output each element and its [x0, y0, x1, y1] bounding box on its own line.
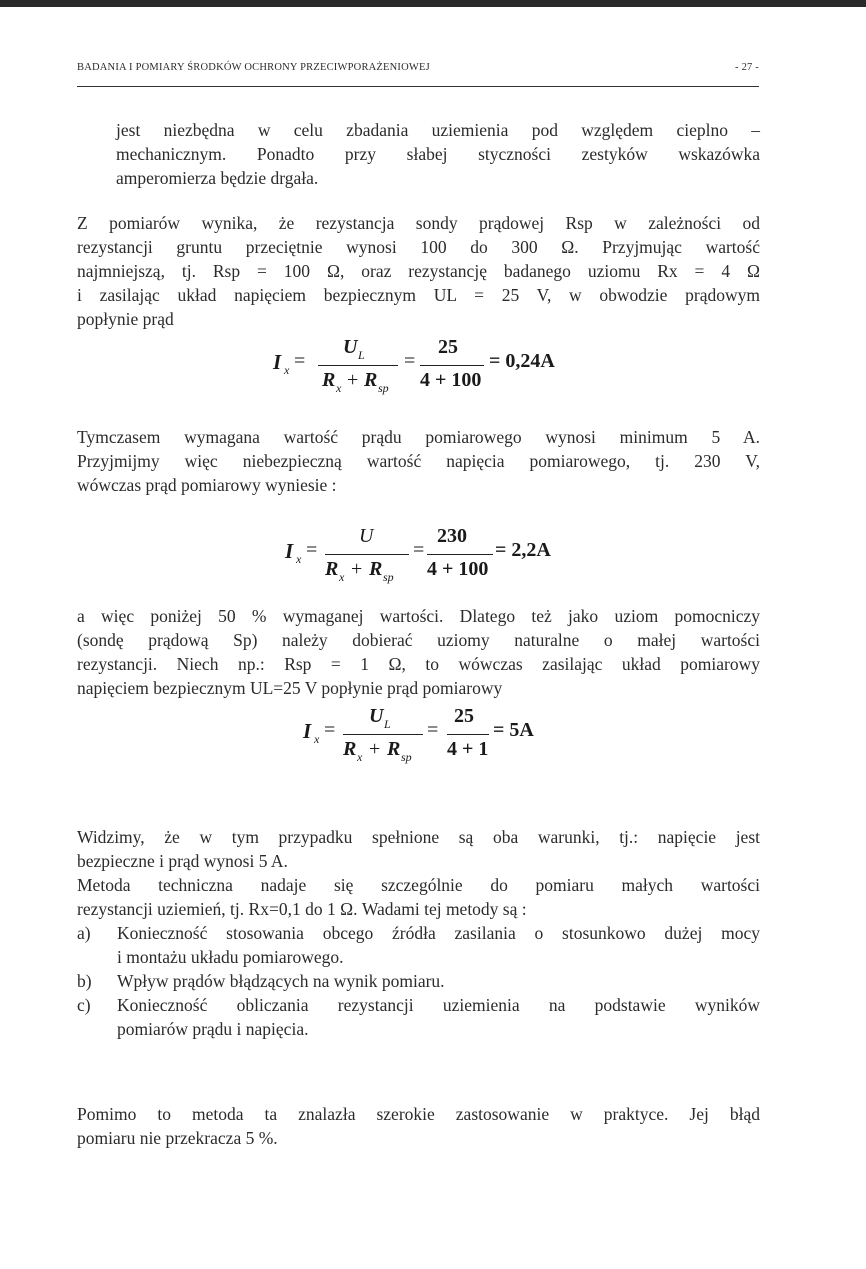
- text-line: Metoda techniczna nadaje się szczególnie do pomiaru małych wartości: [77, 875, 760, 895]
- text-line: Konieczność stosowania obcego źródła zasilania o stosunkowo dużej mocy: [117, 923, 760, 943]
- equation-3: [303, 705, 563, 765]
- list-item: [77, 969, 760, 993]
- eq-numerator-symbol: U: [369, 705, 384, 727]
- eq-den-sub: x: [339, 570, 345, 584]
- text-line: Tymczasem wymagana wartość prądu pomiarowego wynosi minimum 5 A.: [77, 427, 760, 447]
- eq-den-value: 4 + 100: [427, 558, 489, 580]
- text-line: i montażu układu pomiarowego.: [117, 947, 344, 967]
- eq-numerator-sub: L: [384, 717, 391, 731]
- paragraph-6: [77, 873, 760, 921]
- list-item: [77, 993, 760, 1041]
- text-line: najmniejszą, tj. Rsp = 100 Ω, oraz rezystancję badanego uziomu Rx = 4 Ω: [77, 261, 760, 281]
- eq-equals: =: [306, 539, 318, 561]
- eq-den-symbol: R: [322, 369, 336, 391]
- eq-den-symbol: R: [364, 369, 378, 391]
- list-item: [77, 921, 760, 969]
- text-line: Pomimo to metoda ta znalazła szerokie zastosowanie w praktyce. Jej błąd: [77, 1104, 760, 1124]
- eq-numerator-symbol: U: [359, 525, 374, 547]
- list-item-text: [117, 969, 760, 993]
- header-rule: [77, 86, 759, 87]
- list-marker: a): [77, 923, 91, 943]
- fraction-bar: [447, 734, 489, 735]
- eq-num-value: 25: [454, 705, 474, 727]
- fraction-bar: [343, 734, 423, 735]
- text-line: a więc poniżej 50 % wymaganej wartości. Dlatego też jako uziom pomocniczy: [77, 606, 760, 626]
- scan-top-border: [0, 0, 866, 7]
- text-line: Z pomiarów wynika, że rezystancja sondy prądowej Rsp w zależności od: [77, 213, 760, 233]
- list-item-text: [117, 993, 760, 1041]
- eq-equals: =: [294, 350, 306, 372]
- eq-den-symbol: R: [325, 558, 339, 580]
- paragraph-7: [77, 1102, 760, 1150]
- text-line: Przyjmijmy więc niebezpieczną wartość napięcia pomiarowego, tj. 230 V,: [77, 451, 760, 471]
- text-line: rezystancji uziemień, tj. Rx=0,1 do 1 Ω. Wadami tej metody są :: [77, 899, 527, 919]
- eq-den-sub: sp: [378, 381, 389, 395]
- text-line: (sondę prądową Sp) należy dobierać uziomy naturalne o małej wartości: [77, 630, 760, 650]
- eq-result: = 5A: [493, 719, 534, 741]
- paragraph-5: [77, 825, 760, 873]
- eq-lhs-sub: x: [296, 552, 302, 566]
- text-line: Wpływ prądów błądzących na wynik pomiaru.: [117, 971, 445, 991]
- eq-den-value: 4 + 100: [420, 369, 482, 391]
- eq-plus: +: [369, 738, 381, 760]
- fraction-bar: [325, 554, 409, 555]
- drawbacks-list: [77, 921, 760, 1041]
- equation-2: [285, 525, 585, 585]
- list-marker: c): [77, 995, 91, 1015]
- eq-numerator-symbol: U: [343, 336, 358, 358]
- text-line: popłynie prąd: [77, 309, 174, 329]
- eq-num-value: 25: [438, 336, 458, 358]
- eq-den-sub: sp: [401, 750, 412, 764]
- text-line: Widzimy, że w tym przypadku spełnione są oba warunki, tj.: napięcie jest: [77, 827, 760, 847]
- eq-den-symbol: R: [369, 558, 383, 580]
- eq-den-value: 4 + 1: [447, 738, 489, 760]
- paragraph-1: [116, 118, 760, 190]
- text-line: amperomierza będzie drgała.: [116, 168, 319, 188]
- page-number: - 27 -: [735, 62, 759, 73]
- text-line: rezystancji. Niech np.: Rsp = 1 Ω, to wówczas zasilając układ pomiarowy: [77, 654, 760, 674]
- eq-result: = 0,24A: [489, 350, 555, 372]
- text-line: pomiaru nie przekracza 5 %.: [77, 1128, 278, 1148]
- eq-plus: +: [351, 558, 363, 580]
- eq-equals: =: [427, 719, 439, 741]
- eq-lhs-sub: x: [284, 363, 290, 377]
- eq-result: = 2,2A: [495, 539, 551, 561]
- paragraph-3: [77, 425, 760, 497]
- fraction-bar: [318, 365, 398, 366]
- text-line: wówczas prąd pomiarowy wyniesie :: [77, 475, 337, 495]
- paragraph-4: [77, 604, 760, 700]
- fraction-bar: [427, 554, 493, 555]
- eq-num-value: 230: [437, 525, 467, 547]
- list-item-text: [117, 921, 760, 969]
- text-line: i zasilając układ napięciem bezpiecznym UL = 25 V, w obwodzie prądowym: [77, 285, 760, 305]
- text-line: rezystancji gruntu przeciętnie wynosi 100 do 300 Ω. Przyjmując wartość: [77, 237, 760, 257]
- fraction-bar: [420, 365, 484, 366]
- eq-equals: =: [324, 719, 336, 741]
- text-line: jest niezbędna w celu zbadania uziemienia pod względem cieplno –: [116, 120, 760, 140]
- eq-den-sub: x: [357, 750, 363, 764]
- eq-den-symbol: R: [343, 738, 357, 760]
- eq-lhs: I: [285, 539, 294, 563]
- eq-lhs: I: [273, 350, 282, 374]
- eq-equals: =: [413, 539, 425, 561]
- list-marker: b): [77, 971, 92, 991]
- eq-lhs-sub: x: [314, 732, 320, 746]
- eq-lhs: I: [303, 719, 312, 743]
- text-line: Konieczność obliczania rezystancji uziemienia na podstawie wyników: [117, 995, 760, 1015]
- eq-numerator-sub: L: [358, 348, 365, 362]
- equation-1: [270, 336, 590, 396]
- header-title: BADANIA I POMIARY ŚRODKÓW OCHRONY PRZECIWPORAŻENIOWEJ: [77, 62, 430, 73]
- paragraph-2: [77, 211, 760, 331]
- eq-den-symbol: R: [387, 738, 401, 760]
- text-line: mechanicznym. Ponadto przy słabej styczności zestyków wskazówka: [116, 144, 760, 164]
- eq-den-sub: sp: [383, 570, 394, 584]
- eq-equals: =: [404, 350, 416, 372]
- eq-plus: +: [347, 369, 359, 391]
- eq-den-sub: x: [336, 381, 342, 395]
- text-line: napięciem bezpiecznym UL=25 V popłynie prąd pomiarowy: [77, 678, 503, 698]
- text-line: pomiarów prądu i napięcia.: [117, 1019, 309, 1039]
- text-line: bezpieczne i prąd wynosi 5 A.: [77, 851, 288, 871]
